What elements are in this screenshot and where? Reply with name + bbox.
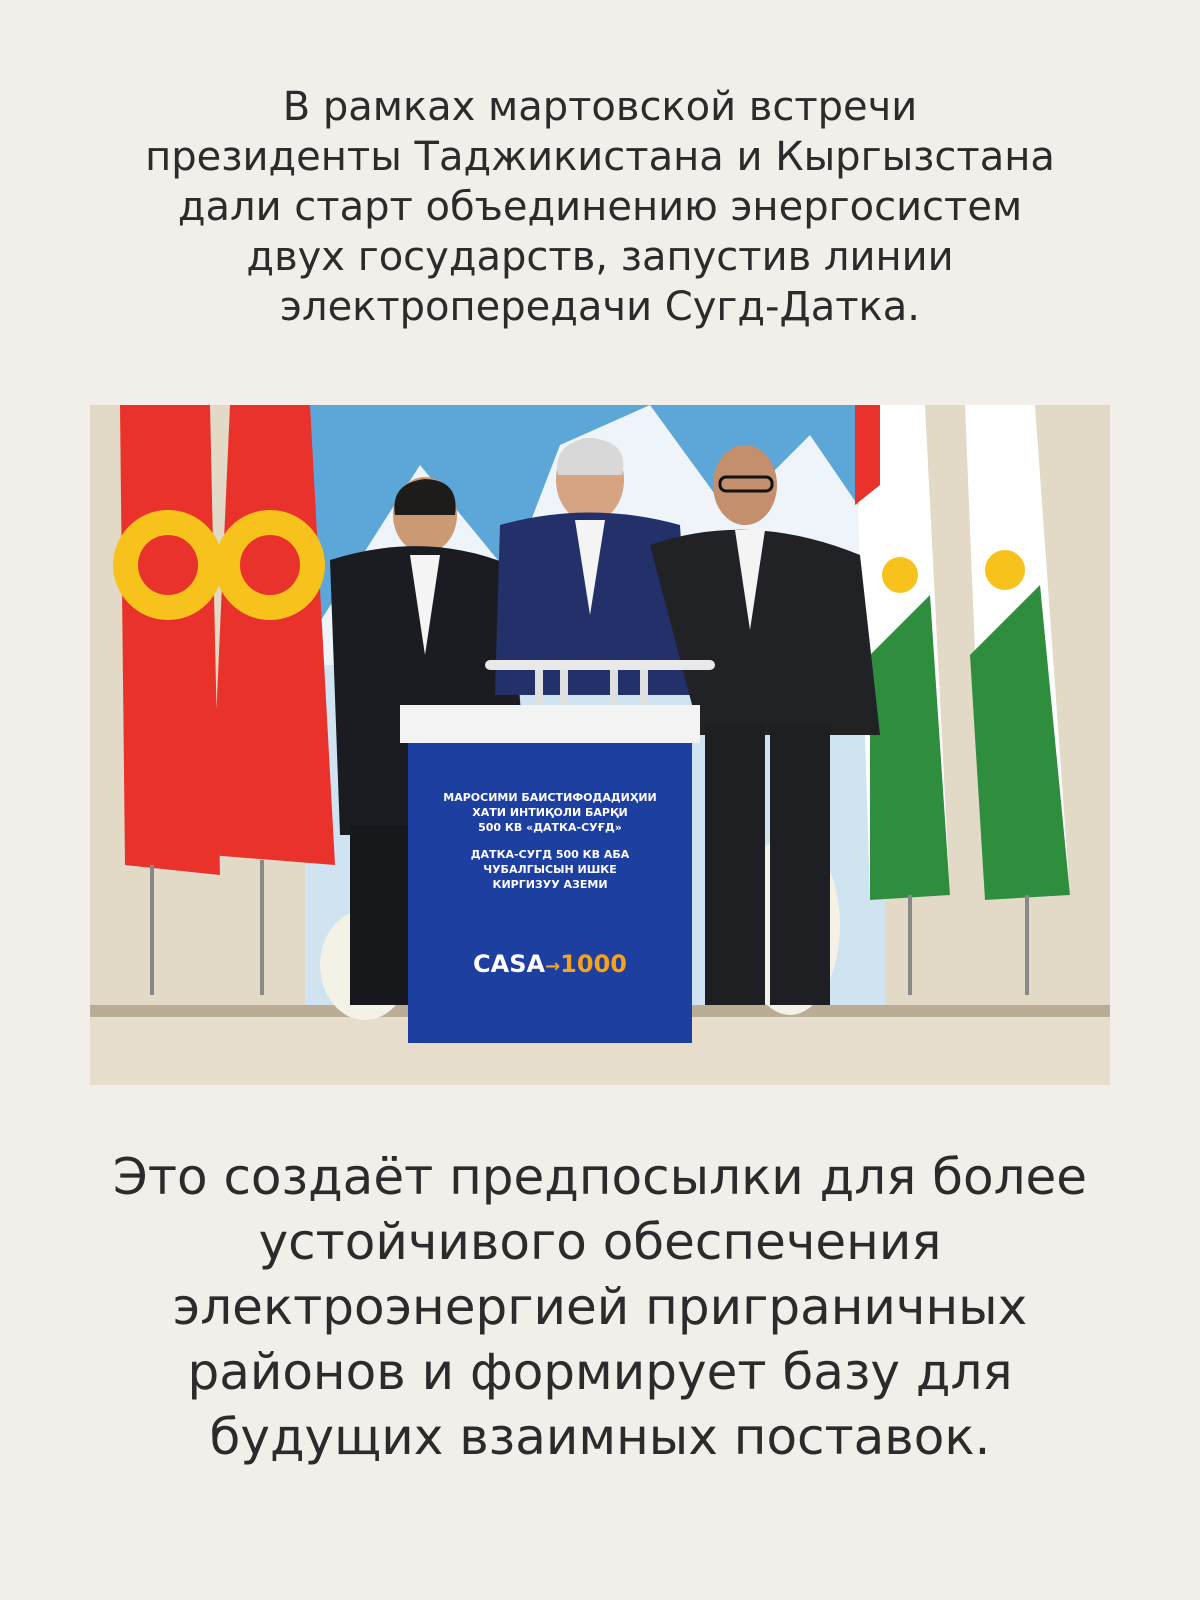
- lever-post: [610, 670, 618, 710]
- launch-lever-bar: [585, 660, 715, 670]
- podium-line: 500 КВ «ДАТКА-СУҒД»: [478, 821, 622, 834]
- intro-text: [60, 82, 1140, 332]
- person-right-head: [713, 445, 777, 525]
- tajik-crown-2: [985, 550, 1025, 590]
- kyrgyz-sun-center-2: [240, 535, 300, 595]
- conclusion-line: устойчивого обеспечения: [258, 1213, 942, 1271]
- logo-word: CASA: [473, 950, 546, 978]
- conclusion-line: электроэнергией приграничных: [172, 1278, 1028, 1336]
- flag-pole: [150, 865, 154, 995]
- podium-line: ХАТИ ИНТИҚОЛИ БАРҚИ: [472, 806, 628, 819]
- intro-line: президенты Таджикистана и Кыргызстана: [145, 134, 1055, 180]
- intro-line: дали старт объединению энергосистем: [177, 184, 1023, 230]
- person-left-leg: [350, 825, 410, 1005]
- intro-line: электропередачи Сугд-Датка.: [280, 284, 920, 330]
- lever-post: [535, 670, 543, 710]
- podium-caption: [410, 790, 690, 904]
- podium-line: ДАТКА-СУГД 500 КВ АБА: [470, 848, 630, 861]
- ceremony-illustration: [90, 405, 1110, 1085]
- kyrgyz-sun-center-1: [138, 535, 198, 595]
- logo-arrow-icon: →: [545, 956, 561, 977]
- tajik-crown-1: [882, 557, 918, 593]
- logo-number: 1000: [560, 950, 627, 978]
- flag-pole: [1025, 895, 1029, 995]
- podium-top: [400, 705, 700, 743]
- intro-line: двух государств, запустив линии: [246, 234, 954, 280]
- casa-1000-logo: [410, 950, 690, 978]
- conclusion-line: районов и формирует базу для: [187, 1343, 1013, 1401]
- ceremony-photo: [90, 405, 1110, 1085]
- podium-line: ЧУБАЛГЫСЫН ИШКЕ: [483, 863, 617, 876]
- person-right-leg: [705, 725, 765, 1005]
- conclusion-line: Это создаёт предпосылки для более: [112, 1148, 1088, 1206]
- conclusion-line: будущих взаимных поставок.: [209, 1408, 991, 1466]
- flag-pole: [908, 895, 912, 995]
- intro-line: В рамках мартовской встречи: [282, 84, 918, 130]
- lever-post: [560, 670, 568, 710]
- conclusion-text: [40, 1145, 1160, 1470]
- person-right-leg: [770, 725, 830, 1005]
- flag-pole: [260, 860, 264, 995]
- lever-post: [640, 670, 648, 710]
- podium-line: МАРОСИМИ БАИСТИФОДАДИҲИИ: [443, 791, 657, 804]
- kyrgyz-flag-1: [120, 405, 220, 875]
- podium-line: КИРГИЗУУ АЗЕМИ: [492, 878, 608, 891]
